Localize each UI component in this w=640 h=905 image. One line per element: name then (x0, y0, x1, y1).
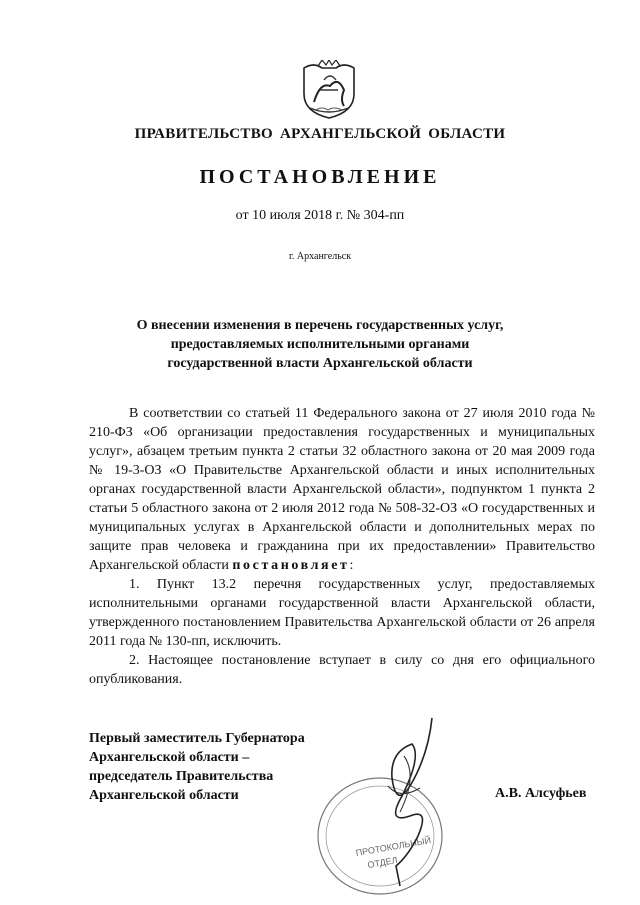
signatory-title-line: Архангельской области (89, 788, 239, 803)
signature-scribble (392, 718, 432, 886)
document-type-title: ПОСТАНОВЛЕНИЕ (199, 166, 441, 188)
decree-word: постановляет (232, 558, 350, 573)
decree-item-1: 1. Пункт 13.2 перечня государственных услуг, предоставляемых исполнительными органами государственной власти Архангельской области, утвержденного постановлением Правительства Архангельской области от 26 апреля 2011 года № 130-пп, исключить. (89, 577, 595, 649)
stamp-text: ПРОТОКОЛЬНЫЙ (354, 835, 432, 859)
signatory-title-line: Архангельской области – (89, 750, 250, 765)
heading-line: предоставляемых исполнительными органами (170, 337, 470, 352)
document-city: г. Архангельск (288, 251, 352, 262)
signatory-title-line: Первый заместитель Губернатора (89, 731, 305, 746)
government-name: ПРАВИТЕЛЬСТВО АРХАНГЕЛЬСКОЙ ОБЛАСТИ (134, 126, 506, 142)
decree-item-2: 2. Настоящее постановление вступает в силу со дня его официального опубликования. (89, 653, 595, 687)
signature-and-stamp (300, 716, 470, 896)
decree-colon: : (349, 558, 354, 573)
signatory-title-line: председатель Правительства (89, 769, 274, 784)
coat-of-arms-icon (300, 60, 358, 120)
stamp-text: ОТДЕЛ (366, 854, 399, 871)
heading-line: О внесении изменения в перечень государственных услуг, (136, 318, 504, 333)
preamble-paragraph (89, 404, 595, 575)
signatory-name: А.В. Алсуфьев (495, 786, 587, 801)
heading-line: государственной власти Архангельской области (167, 356, 473, 371)
document-body (89, 404, 595, 689)
preamble-text: В соответствии со статьей 11 Федерального закона от 27 июля 2010 года № 210-ФЗ «Об организации предоставления государственных и муниципальных услуг», абзацем третьим пункта 2 статьи 32 областного закона от 20 мая 2009 года № 19-3-ОЗ «О Правительстве Архангельской области и иных исполнительных органах государственной власти Архангельской области», подпунктом 1 пункта 2 статьи 5 областного закона от 2 июля 2012 года № 508-32-ОЗ «О государственных и муниципальных услугах в Архангельской области и дополнительных мерах по защите прав человека и гражданина при их предоставлении» Правительство Архангельской области (89, 406, 595, 573)
document-date-number: от 10 июля 2018 г. № 304-пп (235, 208, 405, 223)
document-heading (90, 316, 550, 373)
